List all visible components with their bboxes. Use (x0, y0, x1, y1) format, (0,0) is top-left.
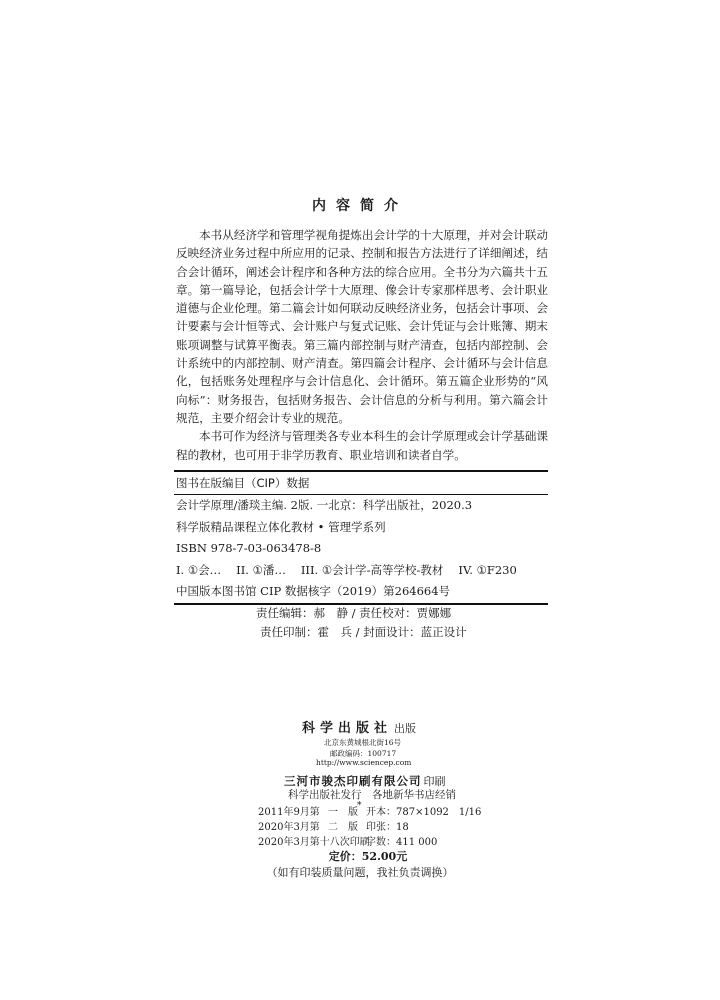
cip-heading: 图书在版编目（CIP）数据 (176, 476, 310, 490)
cip-isbn-line: ISBN 978-7-03-063478-8 (176, 541, 322, 555)
summary-paragraph-2: 本书可作为经济与管理类各专业本科生的会计学原理或会计学基础课程的教材，也可用于非学历教育、职业培训和读者自学。 (176, 429, 548, 462)
edition-date: 2020年3月第十八次印刷 (258, 837, 370, 848)
editors-line-2: 责任印制：霍 兵 / 封面设计：蓝正设计 (260, 625, 467, 639)
summary-body (176, 226, 548, 464)
distribution-line: 科学出版社发行 各地新华书店经销 (288, 789, 456, 801)
edition-row (258, 805, 482, 820)
cip-series-line: 科学版精品课程立体化教材 • 管理学系列 (176, 519, 386, 534)
cip-classification-line (174, 560, 548, 582)
edition-spec: 印张：18 (366, 822, 409, 833)
publisher-website: http://www.sciencep.com (316, 758, 412, 767)
edition-spec: 开本：787×1092 1/16 (366, 807, 482, 818)
separator-star: * (357, 801, 362, 811)
publisher-address: 北京东黄城根北街16号 (324, 738, 402, 747)
cip-record-number-line: 中国版本图书馆 CIP 数据核字（2019）第264664号 (176, 584, 451, 598)
edition-date: 2011年9月第 (258, 807, 320, 818)
edition-date: 2020年3月第 (258, 822, 320, 833)
summary-paragraph-1: 本书从经济学和管理学视角提炼出会计学的十大原理，并对会计联动反映经济业务过程中所应用的记录、控制和报告方法进行了详细阐述，结合会计循环，阐述会计程序和各种方法的综合应用。全书分为六篇共十五章。第一篇导论，包括会计学十大原理、像会计专家那样思考、会计职业道德与企业伦理。第二篇会计如何联动反映经济业务，包括会计事项、会计要素与会计恒等式、会计账户与复式记账、会计凭证与会计账簿、期末账项调整与试算平衡表。第三篇内部控制与财产清查，包括内部控制、会计系统中的内部控制、财产清查。第四篇会计程序、会计循环与会计信息化，包括账务处理程序与会计信息化、会计循环。第五篇企业形势的“风向标”：财务报告，包括财务报告、会计信息的分析与利用。第六篇会计规范，主要介绍会计专业的规范。 (176, 228, 548, 425)
printer-name: 三河市骏杰印刷有限公司 (284, 774, 422, 788)
cip-class-4: IV. ①F230 (458, 562, 517, 577)
cip-class-3: III. ①会计学-高等学校-教材 (300, 562, 444, 577)
publisher-name: 科学出版社 (302, 721, 393, 736)
cip-class-1: I. ①会… (176, 562, 222, 577)
cip-class-2: II. ①潘… (236, 562, 286, 577)
edition-row (258, 820, 462, 835)
quality-note: （如有印装质量问题，我社负责调换） (266, 866, 454, 879)
publisher-name-line (302, 717, 416, 736)
publisher-suffix: 出版 (394, 722, 417, 735)
summary-title: 内容简介 (312, 198, 408, 214)
price: 定价：52.00元 (328, 850, 408, 863)
cip-title-line: 会计学原理/潘琰主编. 2版. 一北京：科学出版社，2020.3 (176, 498, 473, 512)
edition-number: 一 版 (328, 807, 358, 818)
editors-line-1: 责任编辑：郝 静 / 责任校对：贾娜娜 (256, 606, 452, 620)
printer-suffix: 印刷 (423, 775, 446, 788)
edition-number: 二 版 (328, 822, 358, 833)
editors-block (256, 604, 556, 642)
edition-table (258, 805, 482, 850)
cip-data-block (174, 470, 548, 605)
edition-spec: 字数：411 000 (366, 837, 438, 848)
publisher-postcode: 邮政编码：100717 (330, 749, 397, 758)
